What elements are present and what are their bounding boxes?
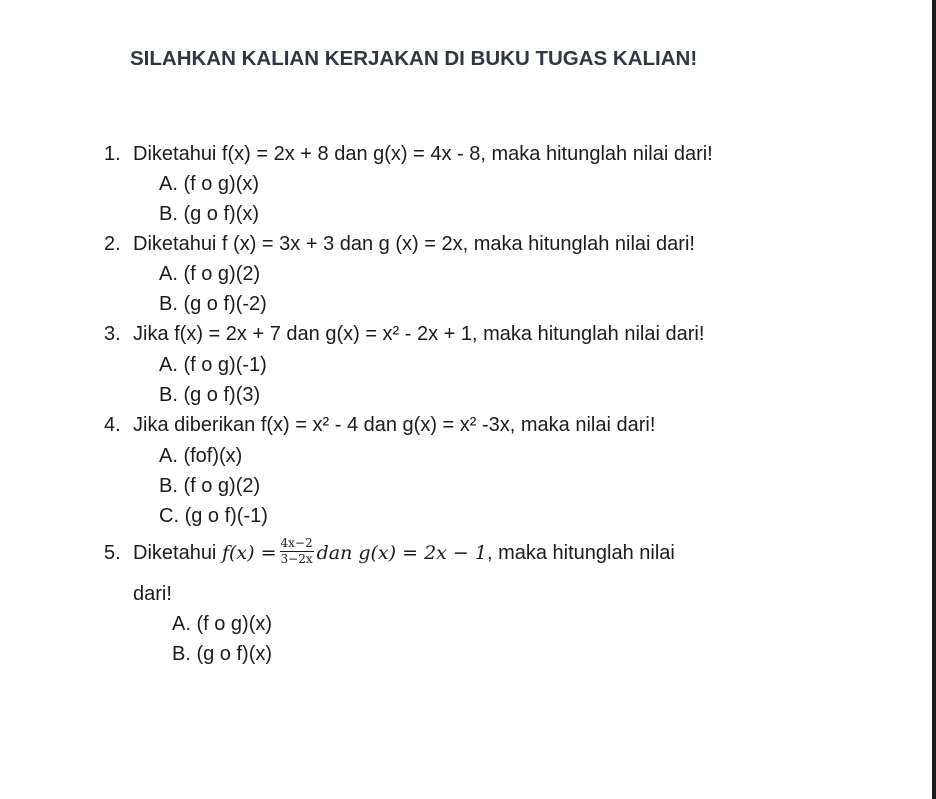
question-4-option-b (159, 475, 260, 498)
fraction (280, 537, 314, 566)
question-1-option-a (159, 173, 259, 196)
question-4-option-c (159, 505, 268, 528)
option-text: (g o f)(x) (196, 643, 273, 665)
option-label: A. (172, 613, 191, 635)
question-text: Jika diberikan f(x) = x² - 4 dan g(x) = x² -3x, maka nilai dari! (133, 414, 656, 436)
option-label: C. (159, 505, 179, 527)
question-5 (104, 536, 675, 568)
option-text: (f o g)(2) (183, 263, 261, 285)
question-1-option-b (159, 203, 259, 226)
page-edge-border (932, 0, 936, 799)
question-2-option-a (159, 263, 260, 286)
option-text: (fof)(x) (183, 445, 243, 467)
option-text: (f o g)(2) (183, 475, 261, 497)
option-text: (f o g)(x) (183, 173, 260, 195)
option-label: B. (172, 643, 191, 665)
option-label: B. (159, 293, 178, 315)
question-prefix: Diketahui (133, 541, 217, 564)
option-text: (f o g)(x) (196, 613, 273, 635)
question-5-option-b (172, 643, 272, 666)
f-definition: f(x) = (221, 541, 277, 564)
question-text: Jika f(x) = 2x + 7 dan g(x) = x² - 2x + 1, maka hitunglah nilai dari! (133, 323, 705, 345)
question-suffix: , maka hitunglah nilai (486, 541, 675, 564)
question-5-continuation: dari! (133, 583, 172, 605)
question-1 (104, 143, 713, 166)
option-text: (g o f)(x) (183, 203, 260, 225)
option-label: A. (159, 445, 178, 467)
question-number: 2. (104, 233, 121, 255)
question-number: 1. (104, 143, 121, 165)
page-title: SILAHKAN KALIAN KERJAKAN DI BUKU TUGAS KALIAN! (130, 47, 698, 70)
question-number: 5. (104, 541, 121, 564)
option-text: (f o g)(-1) (183, 354, 267, 376)
fraction-denominator: 3−2x (280, 552, 313, 566)
option-label: B. (159, 203, 178, 225)
question-2 (104, 233, 695, 256)
question-3 (104, 323, 704, 346)
question-3-option-b (159, 384, 260, 407)
question-5-option-a (172, 613, 272, 636)
g-definition: dan g(x) = 2x − 1 (316, 541, 487, 564)
option-label: B. (159, 384, 178, 406)
question-4-option-a (159, 445, 242, 468)
question-number: 3. (104, 323, 121, 345)
question-4 (104, 414, 655, 437)
option-label: A. (159, 354, 178, 376)
fraction-numerator: 4x−2 (280, 536, 313, 550)
question-2-option-b (159, 293, 267, 316)
option-text: (g o f)(-1) (184, 505, 268, 527)
question-number: 4. (104, 414, 121, 436)
option-label: A. (159, 263, 178, 285)
option-text: (g o f)(-2) (183, 293, 267, 315)
question-text: Diketahui f(x) = 2x + 8 dan g(x) = 4x - 8, maka hitunglah nilai dari! (133, 143, 713, 165)
option-label: A. (159, 173, 178, 195)
question-text: Diketahui f (x) = 3x + 3 dan g (x) = 2x, maka hitunglah nilai dari! (133, 233, 695, 255)
option-text: (g o f)(3) (183, 384, 261, 406)
question-3-option-a (159, 354, 267, 377)
option-label: B. (159, 475, 178, 497)
